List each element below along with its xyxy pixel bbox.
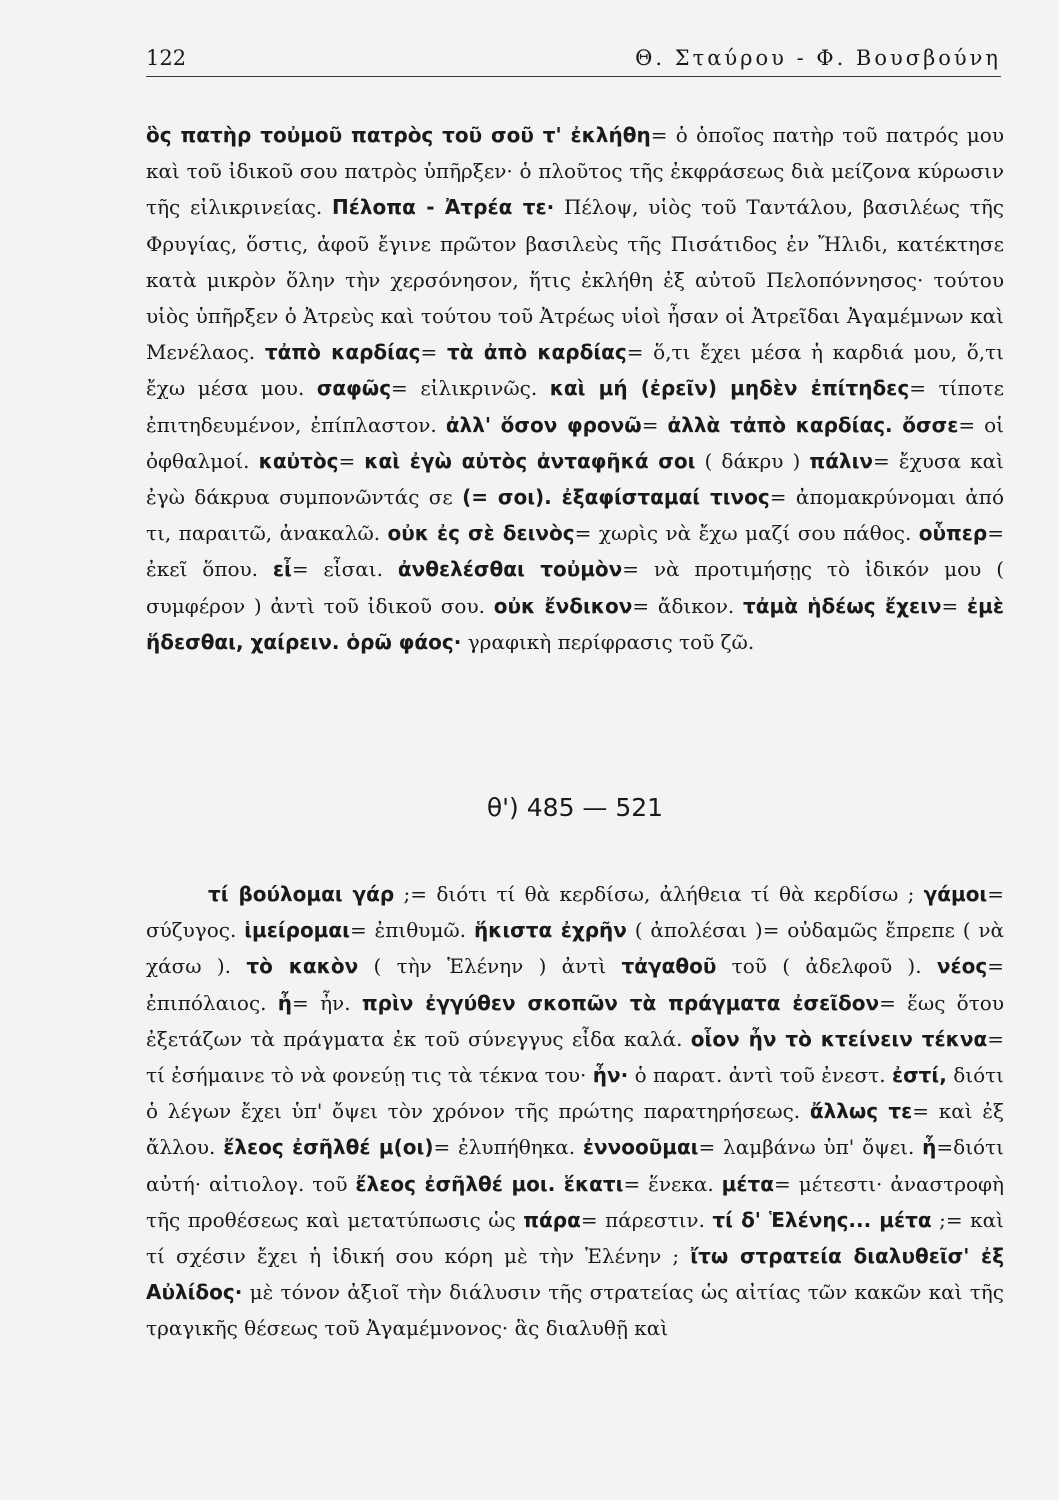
lemma-bold: Πέλοπα - Ἀτρέα τε· xyxy=(332,195,555,220)
gloss-text: = λαμβάνω ὑπ' ὄψει. xyxy=(698,1135,923,1160)
lemma-bold: ἔλεος ἐσῆλθέ μ(οι) xyxy=(223,1135,434,1160)
gloss-text: = ὅ,τι ἔχει μέσα ἡ καρδιά μου, ὅ,τι ἔχω μέσα μου. xyxy=(146,340,1005,401)
lemma-bold: γάμοι xyxy=(923,882,988,906)
lemma-bold: ἄλλως τε xyxy=(809,1099,913,1124)
lemma-bold: ἥκιστα ἐχρῆν xyxy=(473,918,627,943)
lemma-bold: τί δ' Ἑλένης... μέτα xyxy=(712,1207,932,1232)
lemma-bold: νέος xyxy=(936,954,988,979)
gloss-text: = xyxy=(941,593,968,618)
gloss-text: διότι ὁ λέγων ἔχει ὑπ' ὄψει τὸν χρόνον τῆς πρώτης παρατηρήσεως. xyxy=(146,1063,1005,1124)
gloss-text: = ἀπομακρύνομαι ἀπό τι, παραιτῶ, ἀνακαλῶ. xyxy=(146,485,1004,546)
lemma-bold: ἦ xyxy=(922,1135,937,1160)
gloss-text: = νὰ προτιμήσῃς τὸ ἰδικόν μου ( συμφέρον ) ἀντὶ τοῦ ἰδικοῦ σου. xyxy=(146,557,1004,618)
gloss-text: = ἦν. xyxy=(292,990,362,1015)
gloss-text: = ἔχυσα καὶ ἐγὼ δάκρυα συμπονῶντάς σε xyxy=(146,448,1004,510)
lemma-bold: ἀνθελέσθαι τοὐμὸν xyxy=(397,557,623,582)
lemma-bold: ἐστί, xyxy=(891,1063,947,1088)
gloss-text: = εἰλικρινῶς. xyxy=(391,376,550,401)
gloss-text: ;= καὶ τί σχέσιν ἔχει ἡ ἰδική σου κόρη μὲ τὴν Ἑλένην ; xyxy=(146,1207,1004,1269)
lemma-bold: τἀπὸ καρδίας xyxy=(264,340,421,365)
lemma-bold: σαφῶς xyxy=(316,376,392,401)
lemma-bold: ἔλεος ἐσῆλθέ μοι. ἕκατι xyxy=(355,1171,624,1196)
lemma-bold: τὰ ἀπὸ καρδίας xyxy=(446,340,627,365)
gloss-text: = τί ἐσήμαινε τὸ νὰ φονεύῃ τις τὰ τέκνα του· xyxy=(146,1026,1004,1088)
lemma-bold: μέτα xyxy=(721,1171,775,1196)
lemma-bold: καὐτὸς xyxy=(258,448,339,473)
gloss-text: Πέλοψ, υἱὸς τοῦ Ταντάλου, βασιλέως τῆς Φρυγίας, ὅστις, ἀφοῦ ἔγινε πρῶτον βασιλεὺς τῆς Πισάτιδος ἐν Ἤλιδι, κατέκτησε κατὰ μικρὸν ὅλην τὴν χερσόνησον, ἥτις ἐκλήθη ἐξ αὐτοῦ Πελοπόννησος· τούτου υἱὸς ὑπῆρξεν ὁ Ἀτρεὺς καὶ τούτου τοῦ Ἀτρέως υἱοὶ ἦσαν οἱ Ἀτρεῖδαι Ἀγαμέμνων καὶ Μενέλαος. xyxy=(146,195,1005,365)
lemma-bold: καὶ μή (ἐρεῖν) μηδὲν ἐπίτηδες xyxy=(549,376,910,401)
gloss-text: = ἄδικον. xyxy=(632,593,743,618)
gloss-text: = xyxy=(420,340,447,365)
gloss-text: = ἐπιπόλαιος. xyxy=(146,954,1004,1015)
section-heading: θ') 485 — 521 xyxy=(486,793,664,822)
gloss-text: = χωρὶς νὰ ἔχω μαζί σου πάθος. xyxy=(574,521,919,546)
lemma-bold: ὃς πατὴρ τοὐμοῦ πατρὸς τοῦ σοῦ τ' ἐκλήθη xyxy=(146,123,651,147)
lemma-bold: ἦν· xyxy=(592,1063,629,1088)
commentary-paragraph-1 xyxy=(146,117,1004,660)
lemma-bold: τί βούλομαι γάρ xyxy=(208,882,395,906)
gloss-text: = ἕνεκα. xyxy=(623,1171,722,1196)
lemma-bold: τἀγαθοῦ xyxy=(621,954,717,979)
gloss-text: ( τὴν Ἑλένην ) ἀντὶ xyxy=(358,954,622,979)
paragraph-text xyxy=(146,117,1004,660)
lemma-bold: ἐννοοῦμαι xyxy=(582,1135,699,1160)
lemma-bold: ἐμὲ ἥδεσθαι, χαίρειν. ὁρῶ φάος· xyxy=(146,593,1004,654)
lemma-bold: τἀμὰ ἡδέως ἔχειν xyxy=(742,593,942,618)
gloss-text: = ἐπιθυμῶ. xyxy=(349,918,474,943)
lemma-bold: (= σοι). ἐξαφίσταμαί τινος xyxy=(462,485,770,510)
gloss-text: γραφικὴ περίφρασις τοῦ ζῶ. xyxy=(461,629,755,654)
gloss-text: ( δάκρυ ) xyxy=(695,448,810,473)
lemma-bold: πάλιν xyxy=(809,448,874,473)
gloss-text: = μέτεστι· ἀναστροφὴ τῆς προθέσεως καὶ μετατύπωσις ὡς xyxy=(146,1171,1004,1232)
gloss-text: ( ἀπολέσαι )= οὐδαμῶς ἔπρεπε ( νὰ χάσω ). xyxy=(146,918,1004,979)
lemma-bold: πάρα xyxy=(523,1207,581,1232)
gloss-text: ;= διότι τί θὰ κερδίσω, ἀλήθεια τί θὰ κερδίσω ; xyxy=(394,882,924,906)
lemma-bold: οὐκ ἐς σὲ δεινὸς xyxy=(387,521,575,546)
lemma-bold: ἦ xyxy=(277,990,293,1015)
gloss-text: μὲ τόνον ἀξιοῖ τὴν διάλυσιν τῆς στρατείας ὡς αἰτίας τῶν κακῶν καὶ τῆς τραγικῆς θέσεως τοῦ Ἀγαμέμνονος· ἃς διαλυθῇ καὶ xyxy=(146,1280,1004,1341)
gloss-text: = οἱ ὀφθαλμοί. xyxy=(146,412,1005,473)
lemma-bold: ἴτω στρατεία διαλυθεῖσ' ἐξ Αὐλίδος· xyxy=(146,1244,1005,1305)
gloss-text: = ἐκεῖ ὅπου. xyxy=(146,521,1005,582)
lemma-bold: πρὶν ἐγγύθεν σκοπῶν τὰ πράγματα ἐσεῖδον xyxy=(361,990,880,1015)
gloss-text: τοῦ ( ἀδελφοῦ ). xyxy=(716,954,937,979)
running-head xyxy=(146,44,1001,77)
page-number: 122 xyxy=(146,46,187,70)
gloss-text: = πάρεστιν. xyxy=(580,1207,713,1232)
lemma-bold: καὶ ἐγὼ αὐτὸς ἀνταφῆκά σοι xyxy=(364,448,696,473)
lemma-bold: ἀλλ' ὅσον φρονῶ xyxy=(445,412,642,437)
gloss-text: = xyxy=(338,448,365,473)
lemma-bold: ἱμείρομαι xyxy=(244,918,350,943)
gloss-text: = ὁ ὁποῖος πατὴρ τοῦ πατρός μου καὶ τοῦ ἰδικοῦ σου πατρὸς ὑπῆρξεν· ὁ πλοῦτος τῆς ἐκφράσεως διὰ μείζονα κύρωσιν τῆς εἰλικρινείας. xyxy=(146,123,1004,220)
lemma-bold: εἶ xyxy=(272,557,292,582)
running-title: Θ. Σταύρου - Φ. Βουσβούνη xyxy=(635,46,1001,70)
gloss-text: = ἐλυπήθηκα. xyxy=(433,1135,583,1160)
gloss-text: = ἕως ὅτου ἐξετάζων τὰ πράγματα ἐκ τοῦ σύνεγγυς εἶδα καλά. xyxy=(146,990,1004,1051)
lemma-bold: ἀλλὰ τἀπὸ καρδίας. ὄσσε xyxy=(667,412,959,437)
lemma-bold: οὐκ ἔνδικον xyxy=(493,593,633,618)
gloss-text: ὁ παρατ. ἀντὶ τοῦ ἐνεστ. xyxy=(628,1063,892,1088)
gloss-text: = εἶσαι. xyxy=(291,557,398,582)
paragraph-text xyxy=(146,876,1004,1347)
gloss-text: = καὶ ἐξ ἄλλου. xyxy=(146,1099,1004,1160)
gloss-text: = σύζυγος. xyxy=(146,882,1004,943)
lemma-bold: τὸ κακὸν xyxy=(246,954,359,979)
commentary-paragraph-2 xyxy=(146,876,1004,1347)
lemma-bold: οὗπερ xyxy=(918,521,988,546)
gloss-text: =διότι αὐτή· αἰτιολογ. τοῦ xyxy=(146,1135,1004,1196)
gloss-text: = xyxy=(641,412,668,437)
lemma-bold: οἷον ἦν τὸ κτείνειν τέκνα xyxy=(690,1026,988,1051)
gloss-text: = τίποτε ἐπιτηδευμένον, ἐπίπλαστον. xyxy=(146,376,1004,437)
